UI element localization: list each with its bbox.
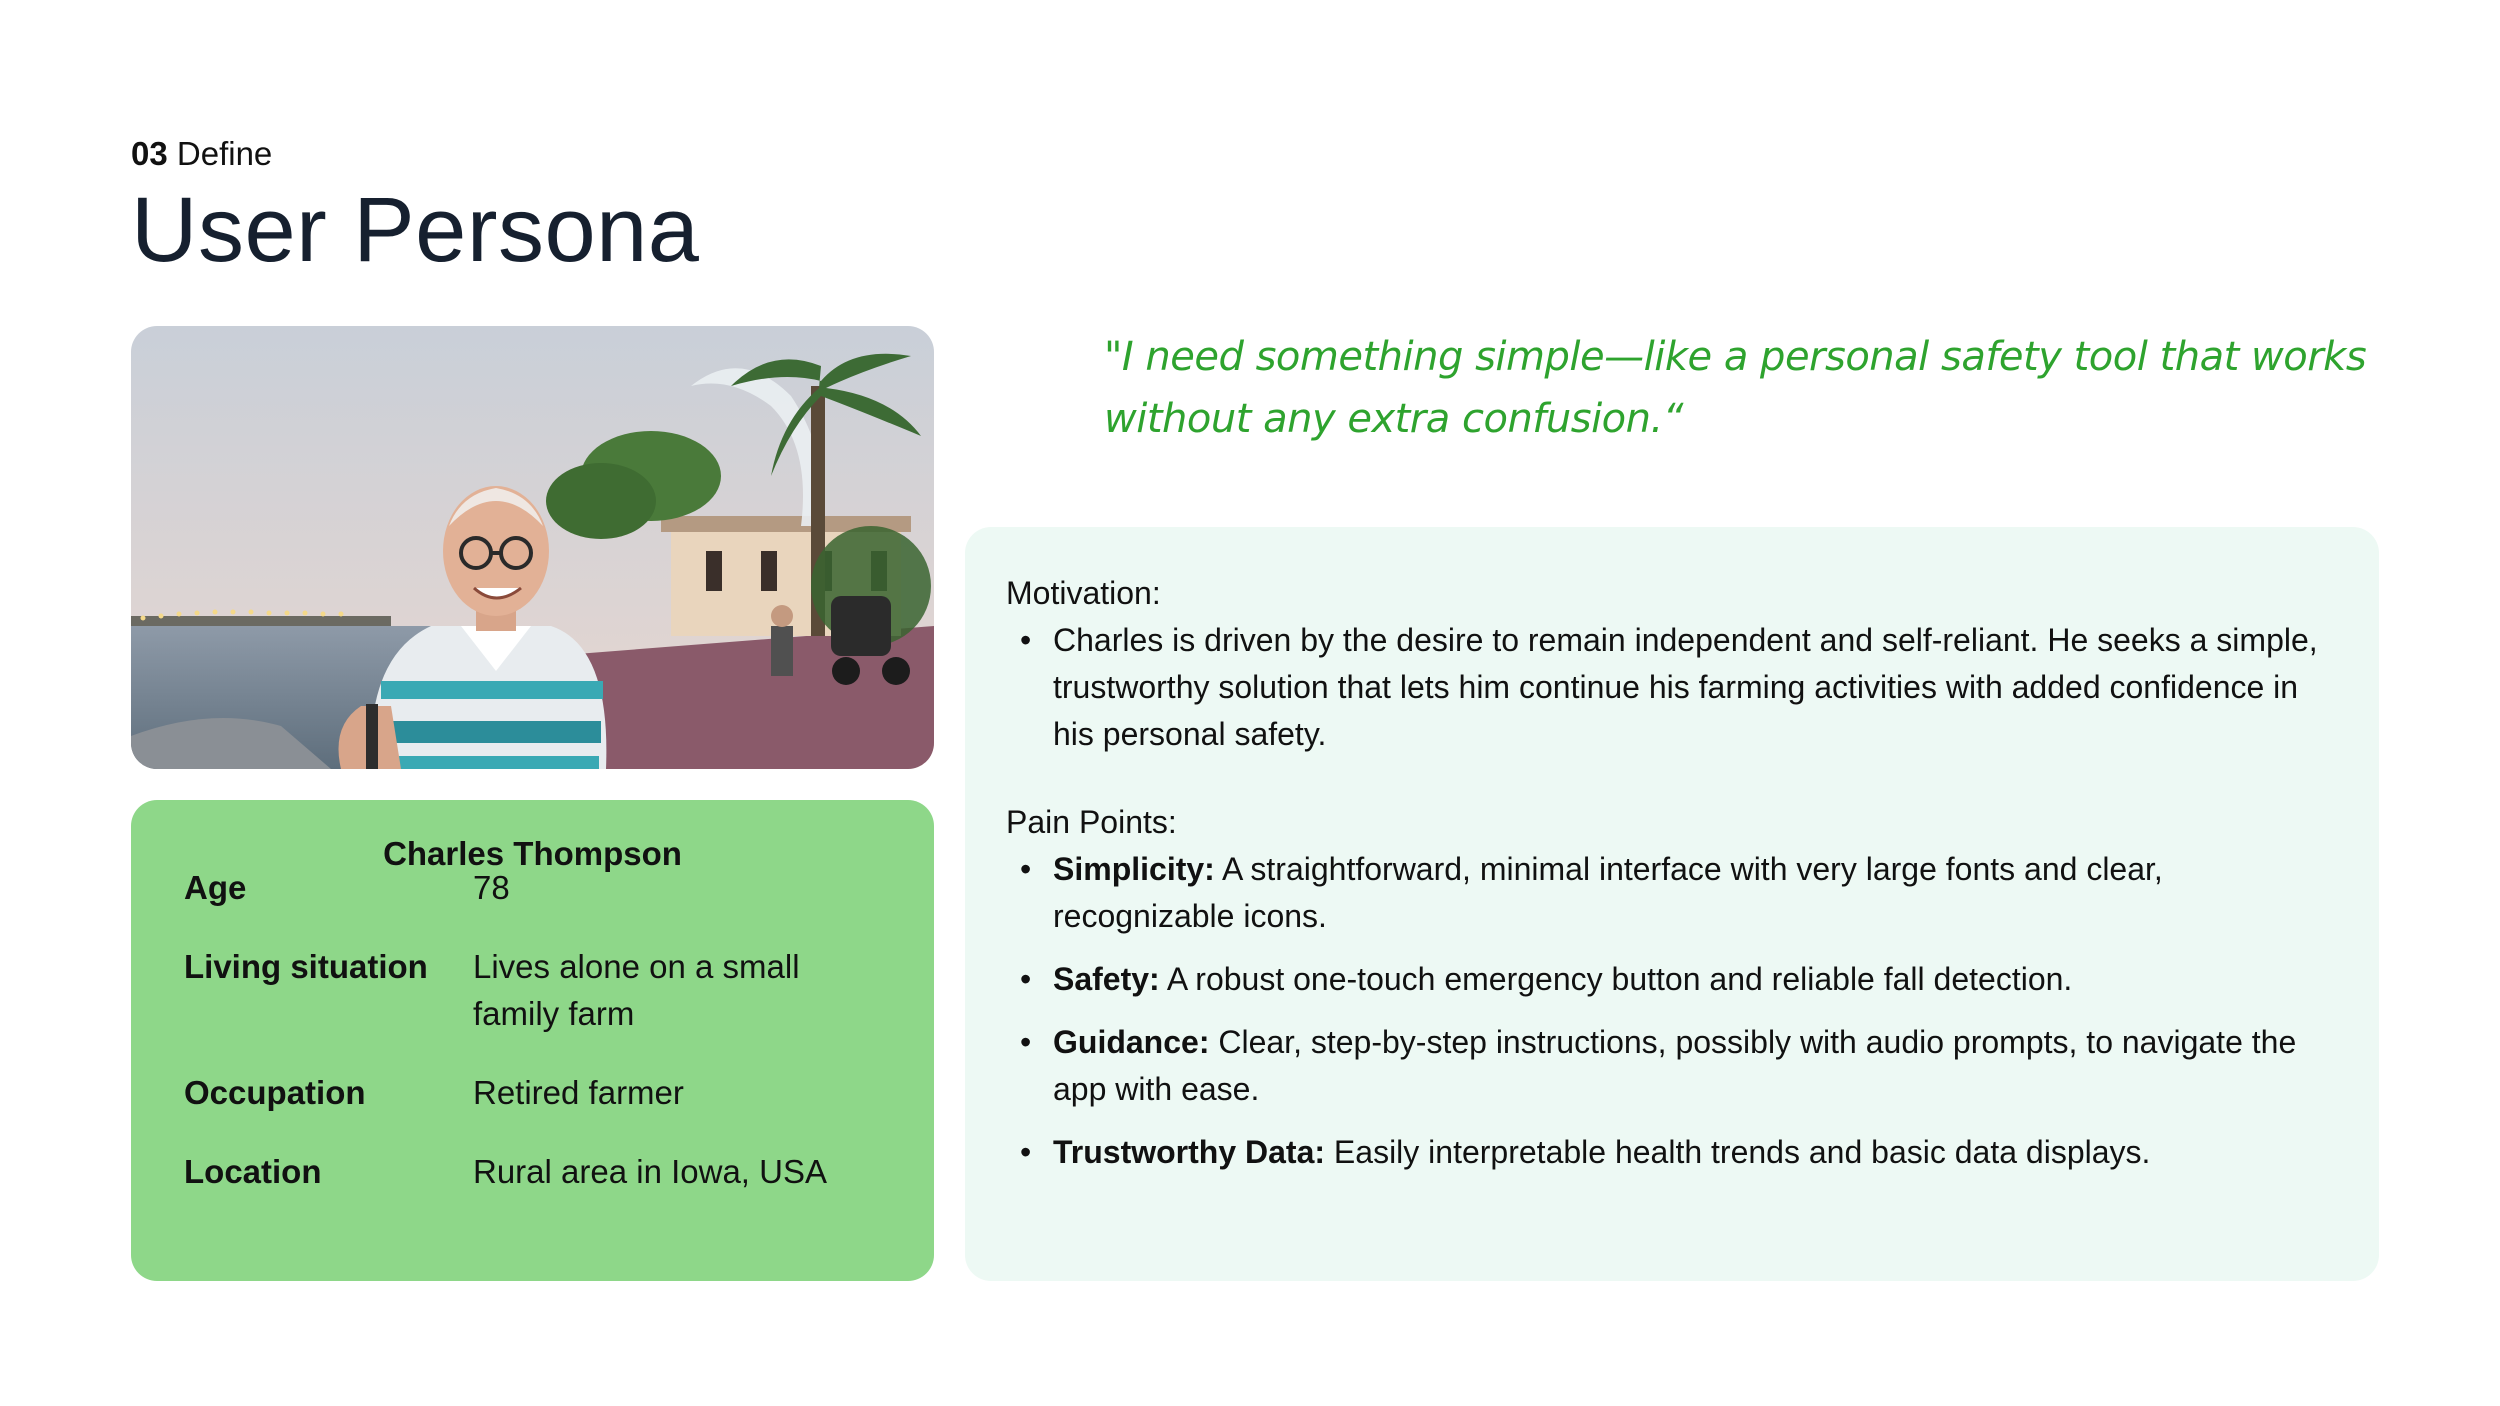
section-number: 03 [131, 135, 168, 172]
info-label: Living situation [184, 948, 428, 985]
info-label: Age [184, 869, 247, 906]
pain-point-text: Clear, step-by-step instructions, possibly with audio prompts, to navigate the app with ease. [1053, 1024, 2297, 1107]
motivation-item: • Charles is driven by the desire to remain independent and self-reliant. He seeks a simple, trustworthy solution that lets him continue his farming activities with added confidence in his personal safety. [1006, 617, 2346, 758]
persona-photo [131, 326, 934, 769]
pain-points-heading: Pain Points: [1006, 804, 1177, 840]
info-value: Rural area in Iowa, USA [473, 1153, 827, 1190]
pain-point-title: Guidance: [1053, 1024, 1210, 1060]
pain-point-text: Easily interpretable health trends and basic data displays. [1325, 1134, 2151, 1170]
page-title: User Persona [131, 179, 700, 281]
persona-name: Charles Thompson [383, 835, 682, 872]
section-spacer [1006, 758, 2346, 799]
pain-point-item [1006, 1129, 2346, 1176]
pain-point-item [1006, 1019, 2346, 1113]
pain-point-item [1006, 846, 2346, 940]
pain-point-title: Safety: [1053, 961, 1160, 997]
pain-points-list [1006, 846, 2346, 1176]
section-name: Define [176, 135, 273, 172]
persona-info-card [131, 800, 934, 1281]
section-label [131, 134, 272, 174]
details-content [1006, 570, 2346, 1176]
motivation-heading: Motivation: [1006, 575, 1161, 611]
pain-point-title: Trustworthy Data: [1053, 1134, 1326, 1170]
info-label: Location [184, 1153, 322, 1190]
info-value: 78 [473, 869, 510, 906]
info-label: Occupation [184, 1074, 366, 1111]
persona-details-card [965, 527, 2379, 1281]
pain-point-text: A straightforward, minimal interface with very large fonts and clear, recognizable icons. [1053, 851, 2163, 934]
motivation-list [1006, 617, 2346, 758]
info-value: Retired farmer [473, 1074, 684, 1111]
persona-quote: "I need something simple—like a personal safety tool that works without any extra confusion.“ [1104, 334, 2367, 442]
pain-point-title: Simplicity: [1053, 851, 1215, 887]
pain-point-text: A robust one-touch emergency button and reliable fall detection. [1159, 961, 2073, 997]
info-value: Lives alone on a small family farm [473, 948, 800, 1032]
pain-point-item [1006, 956, 2346, 1003]
